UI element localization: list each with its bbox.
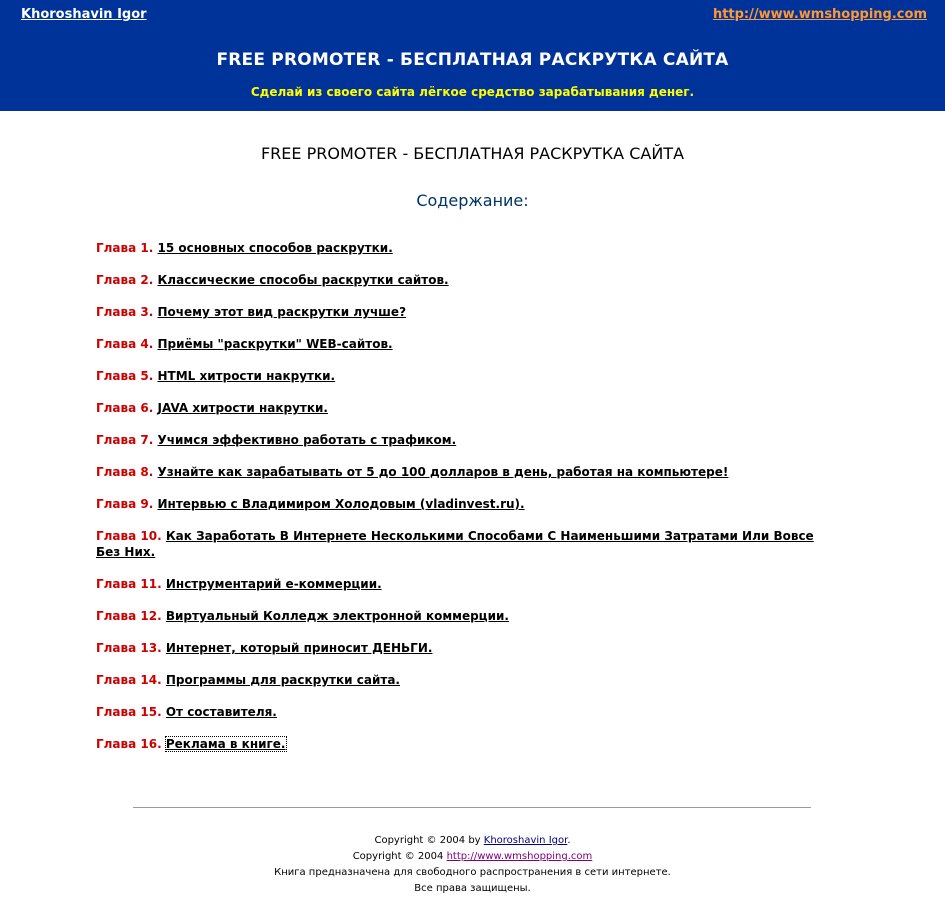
copyright-line-site	[0, 849, 945, 865]
chapter-number: Глава 14.	[96, 673, 162, 687]
page-title: FREE PROMOTER - БЕСПЛАТНАЯ РАСКРУТКА САЙТА	[260, 144, 685, 163]
chapter-number: Глава 9.	[96, 497, 154, 511]
chapter-link[interactable]: HTML хитрости накрутки.	[157, 369, 336, 383]
chapter-link[interactable]: Почему этот вид раскрутки лучше?	[157, 305, 407, 319]
chapter-number: Глава 5.	[96, 369, 154, 383]
chapter-item	[96, 272, 831, 288]
site-link[interactable]: http://www.wmshopping.com	[712, 7, 927, 22]
chapter-link[interactable]: Программы для раскрутки сайта.	[165, 673, 400, 687]
chapter-link[interactable]: Классические способы раскрутки сайтов.	[157, 273, 449, 287]
page-header	[0, 0, 945, 111]
chapter-item	[96, 704, 831, 720]
chapter-number: Глава 3.	[96, 305, 154, 319]
chapter-number: Глава 15.	[96, 705, 162, 719]
chapter-item	[96, 464, 831, 480]
chapter-item	[96, 240, 831, 256]
chapter-item	[96, 368, 831, 384]
page-footer	[0, 833, 945, 897]
chapter-item	[96, 576, 831, 592]
chapter-item	[96, 400, 831, 416]
chapter-link[interactable]: Виртуальный Колледж электронной коммерции.	[165, 609, 509, 623]
chapter-link[interactable]: Интервью с Владимиром Холодовым (vladinvest.ru).	[157, 497, 525, 511]
author-link[interactable]: Khoroshavin Igor	[21, 7, 147, 22]
chapter-item	[96, 640, 831, 656]
chapter-item	[96, 336, 831, 352]
chapter-number: Глава 13.	[96, 641, 162, 655]
chapter-number: Глава 2.	[96, 273, 154, 287]
chapter-link[interactable]: Учимся эффективно работать с трафиком.	[157, 433, 457, 447]
chapter-number: Глава 10.	[96, 529, 162, 543]
chapter-number: Глава 11.	[96, 577, 162, 591]
chapter-item	[96, 736, 831, 752]
distribution-note: Книга предназначена для свободного распространения в сети интернете.	[274, 867, 671, 878]
chapter-link[interactable]: От составителя.	[165, 705, 277, 719]
chapter-item	[96, 304, 831, 320]
chapter-link[interactable]: 15 основных способов раскрутки.	[157, 241, 393, 255]
chapter-number: Глава 8.	[96, 465, 154, 479]
chapter-number: Глава 16.	[96, 737, 162, 751]
chapter-link[interactable]: Приёмы "раскрутки" WEB-сайтов.	[157, 337, 393, 351]
copyright-site-text: Copyright © 2004	[352, 851, 447, 862]
chapter-link[interactable]: Инструментарий е-коммерции.	[165, 577, 382, 591]
chapter-link[interactable]: Интернет, который приносит ДЕНЬГИ.	[165, 641, 433, 655]
chapter-number: Глава 1.	[96, 241, 154, 255]
chapter-link[interactable]: Реклама в книге.	[165, 737, 286, 751]
chapter-number: Глава 12.	[96, 609, 162, 623]
chapter-item	[96, 608, 831, 624]
copyright-text: Copyright © 2004 by	[374, 835, 484, 846]
header-title: FREE PROMOTER - БЕСПЛАТНАЯ РАСКРУТКА САЙТА	[216, 50, 729, 70]
chapter-link[interactable]: JAVA хитрости накрутки.	[157, 401, 328, 415]
footer-site-link[interactable]: http://www.wmshopping.com	[446, 851, 593, 862]
chapter-item	[96, 528, 831, 560]
copyright-line	[0, 833, 945, 849]
rights-reserved: Все права защищены.	[414, 883, 531, 894]
chapter-item	[96, 432, 831, 448]
contents-heading: Содержание:	[416, 191, 529, 210]
header-tagline: Сделай из своего сайта лёгкое средство зарабатывания денег.	[250, 85, 695, 99]
chapter-number: Глава 7.	[96, 433, 154, 447]
chapter-item	[96, 672, 831, 688]
footer-divider	[133, 807, 811, 808]
chapter-number: Глава 6.	[96, 401, 154, 415]
chapter-link[interactable]: Как Заработать В Интернете Несколькими Способами С Наименьшими Затратами Или Вовсе Без Них.	[96, 529, 814, 559]
chapter-number: Глава 4.	[96, 337, 154, 351]
chapter-link[interactable]: Узнайте как зарабатывать от 5 до 100 долларов в день, работая на компьютере!	[157, 465, 729, 479]
chapter-item	[96, 496, 831, 512]
copyright-suffix: .	[567, 835, 571, 846]
footer-author-link[interactable]: Khoroshavin Igor	[483, 835, 568, 846]
table-of-contents	[96, 240, 831, 768]
